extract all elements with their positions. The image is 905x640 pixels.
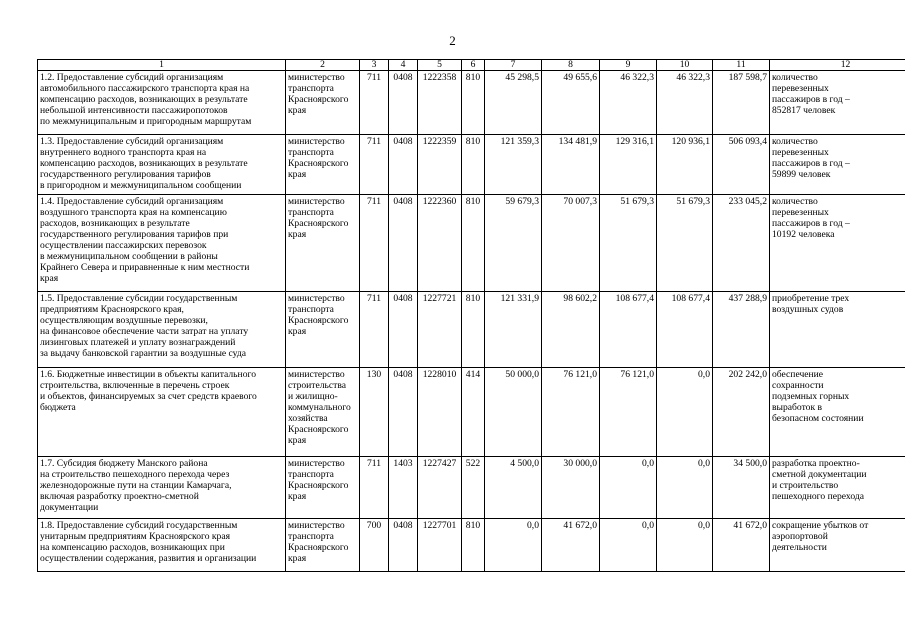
code-expense: 810 [462,135,485,195]
responsible-body: министерство транспорта Красноярского края [286,71,360,135]
code-section: 1403 [389,457,418,519]
amount-col8: 98 602,2 [542,292,600,368]
table-row [38,292,905,368]
amount-col7: 59 679,3 [485,195,542,292]
amount-col7: 4 500,0 [485,457,542,519]
code-expense: 810 [462,71,485,135]
code-gr: 700 [360,519,389,572]
code-section: 0408 [389,195,418,292]
amount-col8: 49 655,6 [542,71,600,135]
header-cell: 4 [389,60,418,71]
amount-col8: 76 121,0 [542,368,600,457]
header-cell: 6 [462,60,485,71]
code-gr: 130 [360,368,389,457]
measure-name: 1.8. Предоставление субсидий государственным унитарным предприятиям Красноярского края на компенсацию расходов, возникающих при осуществлении содержания, развития и организации [38,519,286,572]
header-cell: 5 [418,60,462,71]
header-cell: 2 [286,60,360,71]
amount-total: 506 093,4 [713,135,770,195]
table-row [38,195,905,292]
code-target: 1227427 [418,457,462,519]
code-section: 0408 [389,71,418,135]
header-cell: 12 [770,60,905,71]
header-cell: 1 [38,60,286,71]
header-cell: 7 [485,60,542,71]
code-expense: 810 [462,519,485,572]
responsible-body: министерство транспорта Красноярского края [286,519,360,572]
amount-col8: 134 481,9 [542,135,600,195]
code-expense: 810 [462,292,485,368]
responsible-body: министерство транспорта Красноярского края [286,195,360,292]
amount-col10: 0,0 [657,368,713,457]
amount-total: 202 242,0 [713,368,770,457]
header-cell: 10 [657,60,713,71]
expected-result: количество перевезенных пассажиров в год – 10192 человека [770,195,905,292]
responsible-body: министерство транспорта Красноярского края [286,135,360,195]
expected-result: приобретение трех воздушных судов [770,292,905,368]
amount-total: 233 045,2 [713,195,770,292]
code-target: 1227721 [418,292,462,368]
amount-col7: 121 331,9 [485,292,542,368]
amount-col9: 129 316,1 [600,135,657,195]
page-number: 2 [449,33,456,48]
measure-name: 1.4. Предоставление субсидий организациям воздушного транспорта края на компенсацию расходов, возникающих в результате государственного регулирования тарифов при осуществлении пассажирских перевозок в межмуниципальном сообщении в районы Крайнего Севера и приравненные к ним местности края [38,195,286,292]
amount-col10: 108 677,4 [657,292,713,368]
header-cell: 8 [542,60,600,71]
code-target: 1227701 [418,519,462,572]
code-expense: 522 [462,457,485,519]
amount-col8: 70 007,3 [542,195,600,292]
amount-total: 187 598,7 [713,71,770,135]
code-target: 1228010 [418,368,462,457]
code-gr: 711 [360,292,389,368]
responsible-body: министерство транспорта Красноярского края [286,292,360,368]
amount-col7: 50 000,0 [485,368,542,457]
measure-name: 1.2. Предоставление субсидий организациям автомобильного пассажирского транспорта края на компенсацию расходов, возникающих в результате небольшой интенсивности пассажиропотоков по межмуниципальным и пригородным маршрутам [38,71,286,135]
table-row [38,71,905,135]
code-target: 1222359 [418,135,462,195]
program-measures-table [37,59,905,572]
amount-col8: 30 000,0 [542,457,600,519]
table-row [38,135,905,195]
measure-name: 1.3. Предоставление субсидий организациям внутреннего водного транспорта края на компенсацию расходов, возникающих в результате государственного регулирования тарифов в пригородном и межмуниципальном сообщении [38,135,286,195]
table-row [38,457,905,519]
measure-name: 1.6. Бюджетные инвестиции в объекты капитального строительства, включенные в перечень строек и объектов, финансируемых за счет средств краевого бюджета [38,368,286,457]
amount-col8: 41 672,0 [542,519,600,572]
amount-col9: 76 121,0 [600,368,657,457]
code-expense: 414 [462,368,485,457]
header-cell: 11 [713,60,770,71]
code-gr: 711 [360,135,389,195]
code-gr: 711 [360,71,389,135]
amount-col9: 108 677,4 [600,292,657,368]
responsible-body: министерство транспорта Красноярского края [286,457,360,519]
header-cell: 3 [360,60,389,71]
expected-result: количество перевезенных пассажиров в год – 852817 человек [770,71,905,135]
code-target: 1222358 [418,71,462,135]
amount-col9: 0,0 [600,457,657,519]
amount-col10: 120 936,1 [657,135,713,195]
code-target: 1222360 [418,195,462,292]
table-row [38,519,905,572]
code-section: 0408 [389,292,418,368]
amount-total: 437 288,9 [713,292,770,368]
expected-result: обеспечение сохранности подземных горных выработок в безопасном состоянии [770,368,905,457]
amount-col7: 45 298,5 [485,71,542,135]
amount-col10: 46 322,3 [657,71,713,135]
amount-total: 34 500,0 [713,457,770,519]
code-gr: 711 [360,195,389,292]
expected-result: количество перевезенных пассажиров в год – 59899 человек [770,135,905,195]
amount-col10: 51 679,3 [657,195,713,292]
measure-name: 1.7. Субсидия бюджету Манского района на строительство пешеходного перехода через железнодорожные пути на станции Камарчага, включая разработку проектно-сметной документации [38,457,286,519]
measure-name: 1.5. Предоставление субсидии государственным предприятиям Красноярского края, осуществляющим воздушные перевозки, на финансовое обеспечение части затрат на уплату лизинговых платежей и уплату вознаграждений за выдачу банковской гарантии за воздушные суда [38,292,286,368]
code-section: 0408 [389,519,418,572]
amount-col9: 46 322,3 [600,71,657,135]
expected-result: сокращение убытков от аэропортовой деятельности [770,519,905,572]
amount-col9: 0,0 [600,519,657,572]
amount-col7: 121 359,3 [485,135,542,195]
responsible-body: министерство строительства и жилищно- коммунального хозяйства Красноярского края [286,368,360,457]
code-section: 0408 [389,368,418,457]
expected-result: разработка проектно- сметной документации и строительство пешеходного перехода [770,457,905,519]
amount-col10: 0,0 [657,457,713,519]
code-expense: 810 [462,195,485,292]
header-cell: 9 [600,60,657,71]
amount-total: 41 672,0 [713,519,770,572]
amount-col9: 51 679,3 [600,195,657,292]
table-header-row [38,60,905,71]
code-section: 0408 [389,135,418,195]
amount-col10: 0,0 [657,519,713,572]
amount-col7: 0,0 [485,519,542,572]
table-row [38,368,905,457]
code-gr: 711 [360,457,389,519]
